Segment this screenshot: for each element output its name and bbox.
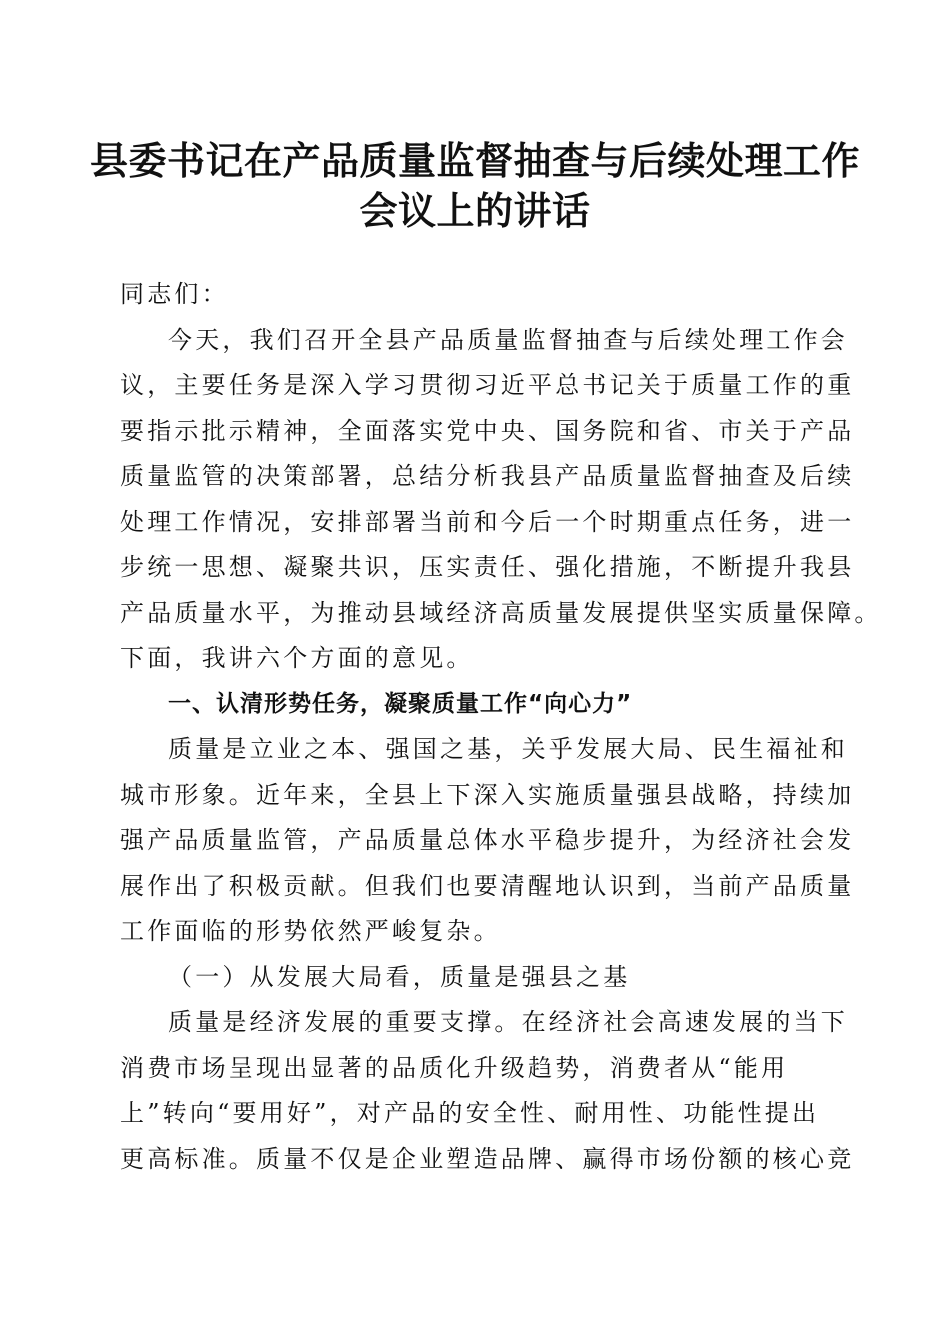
body-line: 强产品质量监管，产品质量总体水平稳步提升，为经济社会发: [120, 826, 855, 854]
body-line: 议，主要任务是深入学习贯彻习近平总书记关于质量工作的重: [120, 371, 855, 399]
body-line: 要指示批示精神，全面落实党中央、国务院和省、市关于产品: [120, 417, 855, 445]
body-line: 质量监管的决策部署，总结分析我县产品质量监督抽查及后续: [120, 462, 855, 490]
body-line: 质量是立业之本、强国之基，关乎发展大局、民生福祉和: [168, 735, 848, 763]
body-line: 产品质量水平，为推动县域经济高质量发展提供坚实质量保障。: [120, 599, 882, 627]
section-heading: 一、认清形势任务，凝聚质量工作“向心力”: [168, 691, 633, 717]
body-line: 展作出了积极贡献。但我们也要清醒地认识到，当前产品质量: [120, 872, 855, 900]
title-line-2: 会议上的讲话: [359, 188, 591, 233]
body-line: 上”转向“要用好”，对产品的安全性、耐用性、功能性提出: [120, 1099, 820, 1127]
salutation: 同志们：: [120, 280, 229, 308]
body-line: 下面，我讲六个方面的意见。: [120, 644, 474, 672]
body-line: 更高标准。质量不仅是企业塑造品牌、赢得市场份额的核心竞: [120, 1145, 855, 1173]
body-line: 今天，我们召开全县产品质量监督抽查与后续处理工作会: [168, 326, 848, 354]
body-line: 消费市场呈现出显著的品质化升级趋势，消费者从“能用: [120, 1054, 789, 1082]
subsection-heading: （一）从发展大局看，质量是强县之基: [168, 963, 631, 991]
title-line-1: 县委书记在产品质量监督抽查与后续处理工作: [89, 138, 860, 183]
body-line: 工作面临的形势依然严峻复杂。: [120, 917, 501, 945]
body-line: 质量是经济发展的重要支撑。在经济社会高速发展的当下: [168, 1008, 848, 1036]
body-line: 步统一思想、凝聚共识，压实责任、强化措施，不断提升我县: [120, 553, 855, 581]
body-line: 处理工作情况，安排部署当前和今后一个时期重点任务，进一: [120, 508, 855, 536]
page-title: [60, 136, 890, 236]
body-line: 城市形象。近年来，全县上下深入实施质量强县战略，持续加: [120, 781, 855, 809]
